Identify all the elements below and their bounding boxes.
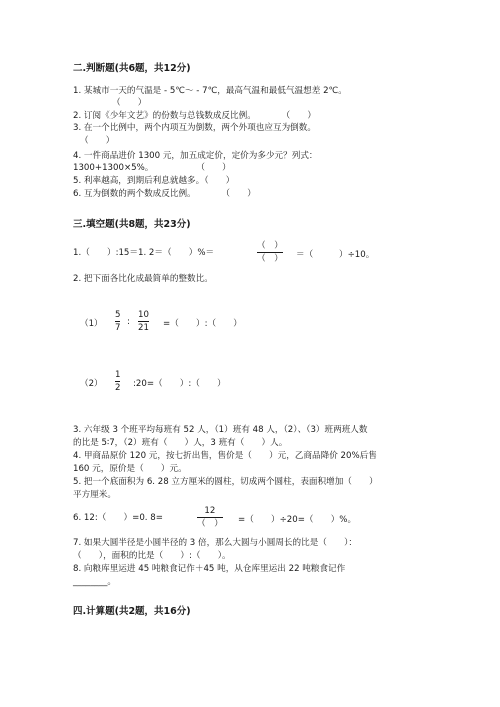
fill-q7-line1: 7. 如果大圆半径是小圆半径的 3 倍，那么大圆与小圆周长的比是（ ）： — [73, 538, 357, 548]
fill-q2: 2. 把下面各比化成最简单的整数比。 — [73, 274, 213, 284]
fill-q4-line1: 4. 甲商品原价 120 元，按七折出售，售价是（ ）元，乙商品降价 20%后售 — [73, 451, 377, 461]
section-title-judgement: 二.判断题(共6题，共12分) — [73, 63, 191, 74]
fill-q6-numerator: 12 — [204, 506, 216, 516]
section-title-fill: 三.填空题(共8题，共23分) — [73, 219, 191, 230]
judge-q3-line1: 3. 在一个比例中，两个内项互为倒数，两个外项也应互为倒数。 — [73, 123, 316, 133]
fill-q2a-label: （1） — [80, 319, 103, 329]
judge-q1-line1: 1. 某城市一天的气温是 - 5℃～ - 7℃，最高气温和最低气温想差 2℃。 — [73, 86, 347, 96]
fill-q5-line1: 5. 把一个底面积为 6. 28 立方厘米的圆柱，切成两个圆柱，表面积增加（ ） — [73, 477, 378, 487]
fill-q1-frac-denominator: （ ） — [257, 254, 283, 264]
fill-q1-fraction — [257, 241, 283, 264]
fill-q6-left: 6. 12:（ ）=0. 8= — [73, 513, 163, 523]
fill-q2a-f2-denominator: 21 — [138, 323, 149, 333]
fill-q1-right: ＝（ ）÷10。 — [296, 250, 375, 260]
judge-q4-line2: 1300+1300×5%。 （ ） — [73, 163, 231, 173]
fill-q2b-numerator: 1 — [115, 370, 121, 380]
fill-q4-line2: 160 元，原价是（ ）元。 — [73, 464, 187, 474]
fill-q2a-sep: : — [127, 317, 130, 327]
judge-q4-line1: 4. 一件商品进价 1300 元，加五成定价，定价为多少元？列式： — [73, 151, 318, 161]
fill-q1-left: 1.（ ）:15＝1. 2＝（ ）%＝ — [73, 248, 215, 258]
fill-q2a-fraction1 — [115, 310, 120, 333]
fill-q1-frac-numerator: （ ） — [257, 241, 283, 251]
fill-q2b-rest: :20=（ ）:（ ） — [133, 379, 226, 389]
judge-q1-answer: （ ） — [112, 98, 147, 108]
judge-q3-answer: （ ） — [80, 136, 115, 146]
judge-q6: 6. 互为倒数的两个数成反比例。 （ ） — [73, 189, 256, 199]
fill-q2a-f1-denominator: 7 — [115, 323, 121, 333]
fill-q7-line2: （ ），面积的比是（ ）:（ ）。 — [73, 551, 231, 561]
fill-q5-line2: 平方厘米。 — [73, 490, 116, 500]
fraction-bar — [197, 517, 223, 518]
fraction-bar — [115, 381, 120, 382]
fill-q2a-fraction2 — [138, 310, 149, 333]
section-title-calc: 四.计算题(共2题，共16分) — [73, 606, 191, 617]
judge-q5: 5. 利率越高，到期后利息就越多。（ ） — [73, 176, 235, 186]
fill-q2a-f2-numerator: 10 — [138, 310, 149, 320]
fill-q2b-denominator: 2 — [115, 383, 121, 393]
fraction-bar — [115, 321, 120, 322]
fill-q2a-f1-numerator: 5 — [115, 310, 121, 320]
fill-q2a-rest: =（ ）:（ ） — [163, 319, 242, 329]
fraction-bar — [257, 252, 283, 253]
fill-q3-line1: 3. 六年级 3 个班平均每班有 52 人，（1）班有 48 人，（2）、（3）班两班人数 — [73, 425, 368, 435]
fill-q6-fraction — [197, 506, 223, 529]
fill-q6-right: =（ ）÷20=（ ）%。 — [238, 515, 357, 525]
fill-q2b-label: （2） — [80, 379, 103, 389]
fill-q8-line2: ________。 — [73, 577, 116, 587]
fill-q2b-fraction — [115, 370, 120, 393]
fill-q3-line2: 的比是 5∶7，（2）班有（ ）人，3 班有（ ）人。 — [73, 438, 288, 448]
fill-q6-denominator: （ ） — [197, 519, 223, 529]
judge-q2: 2. 订阅《少年文艺》的份数与总钱数成反比例。 （ ） — [73, 111, 316, 121]
fraction-bar — [138, 321, 149, 322]
fill-q8-line1: 8. 向粮库里运进 45 吨粮食记作＋45 吨，从仓库里运出 22 吨粮食记作 — [73, 564, 346, 574]
